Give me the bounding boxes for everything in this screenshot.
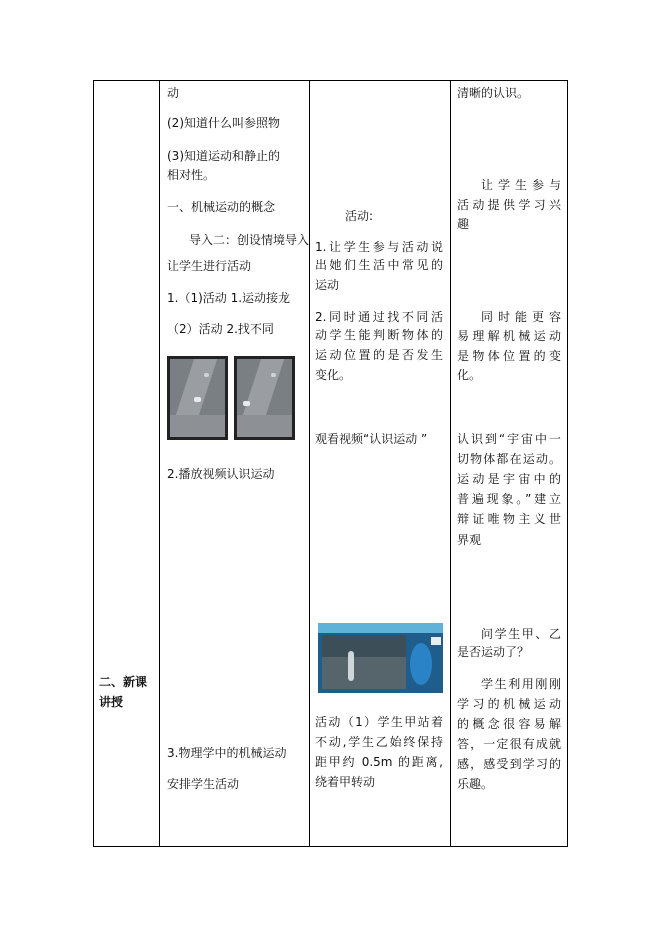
content-line: 安排学生活动 [167,777,240,791]
intent-line: 问学生甲、乙 [481,627,561,641]
intent-line: 让学生参与 [481,178,561,192]
activity-line: 距甲约 0.5m 的距离, [315,755,443,769]
intent-line: 学生利用刚刚 [481,677,561,691]
intent-line: 的概念很容易解 [457,717,561,731]
col-border-2 [309,80,310,847]
intent-line: 学习的机械运动 [457,697,561,711]
content-line: 让学生进行活动 [167,259,252,273]
content-line: 导入二：创设情境导入 [189,233,310,247]
section-label-line2: 讲授 [99,695,124,709]
activity-line: 不动,学生乙始终保持 [315,735,443,749]
intent-line: 是否运动了？ [457,645,530,659]
activity-line: 绕着甲转动 [315,775,376,789]
intent-line: 是物体位置的变 [457,349,561,363]
intent-line: 易理解机械运动 [457,329,561,343]
intent-line: 辩证唯物主义世 [457,512,561,526]
intent-line: 认识到“宇宙中一 [457,432,561,446]
intent-line: 化。 [457,368,482,382]
activity-title: 活动: [345,209,374,223]
intent-line: 答，一定很有成就 [457,737,561,751]
activity-line: 动学生能判断物体的 [315,328,443,342]
activity-line: 变化。 [315,368,352,382]
intent-line: 乐趣。 [457,777,494,791]
activity-line: 运动 [315,278,340,292]
intent-line: 清晰的认识。 [457,86,530,100]
intent-line: 切物体都在运动。 [457,452,561,466]
intent-line: 活动提供学习兴 [457,198,561,212]
concept-heading: 一、机械运动的概念 [167,200,276,214]
activity-line: 出她们生活中常见的 [315,258,443,272]
activity-line: 活动（1）学生甲站着 [315,715,443,729]
activity-line: 1.让学生参与活动说 [315,240,443,254]
content-line: 1.（1)活动 1.运动接龙 [167,291,291,305]
content-line: (2)知道什么叫参照物 [167,116,280,130]
intent-line: 趣 [457,217,470,231]
street-photo-left [167,356,228,440]
table-bottom-border [93,846,568,847]
col-border-3 [450,80,451,847]
intent-line: 感，感受到学习的 [457,757,561,771]
content-line: 2.播放视频认识运动 [167,467,275,481]
intent-line: 普遍现象。”建立 [457,492,561,506]
content-line: 相对性。 [167,168,216,182]
street-photo-right [234,356,295,440]
table-top-border [93,80,568,81]
classroom-video-still [318,623,443,693]
content-line: 动 [167,86,180,100]
col-border-1 [159,80,160,847]
activity-line: 运动位置的是否发生 [315,348,443,362]
content-line: （2）活动 2.找不同 [167,322,274,336]
intent-line: 同时能更容 [481,310,561,324]
col-border-4 [567,80,568,847]
content-line: (3)知道运动和静止的 [167,149,280,163]
intent-line: 运动是宇宙中的 [457,472,561,486]
activity-line: 2.同时通过找不同活 [315,310,443,324]
activity-line: 观看视频“认识运动 ” [315,432,428,446]
section-label-line1: 二、新课 [99,675,148,689]
col-border-0 [93,80,94,847]
content-line: 3.物理学中的机械运动 [167,746,287,760]
intent-line: 界观 [457,533,482,547]
